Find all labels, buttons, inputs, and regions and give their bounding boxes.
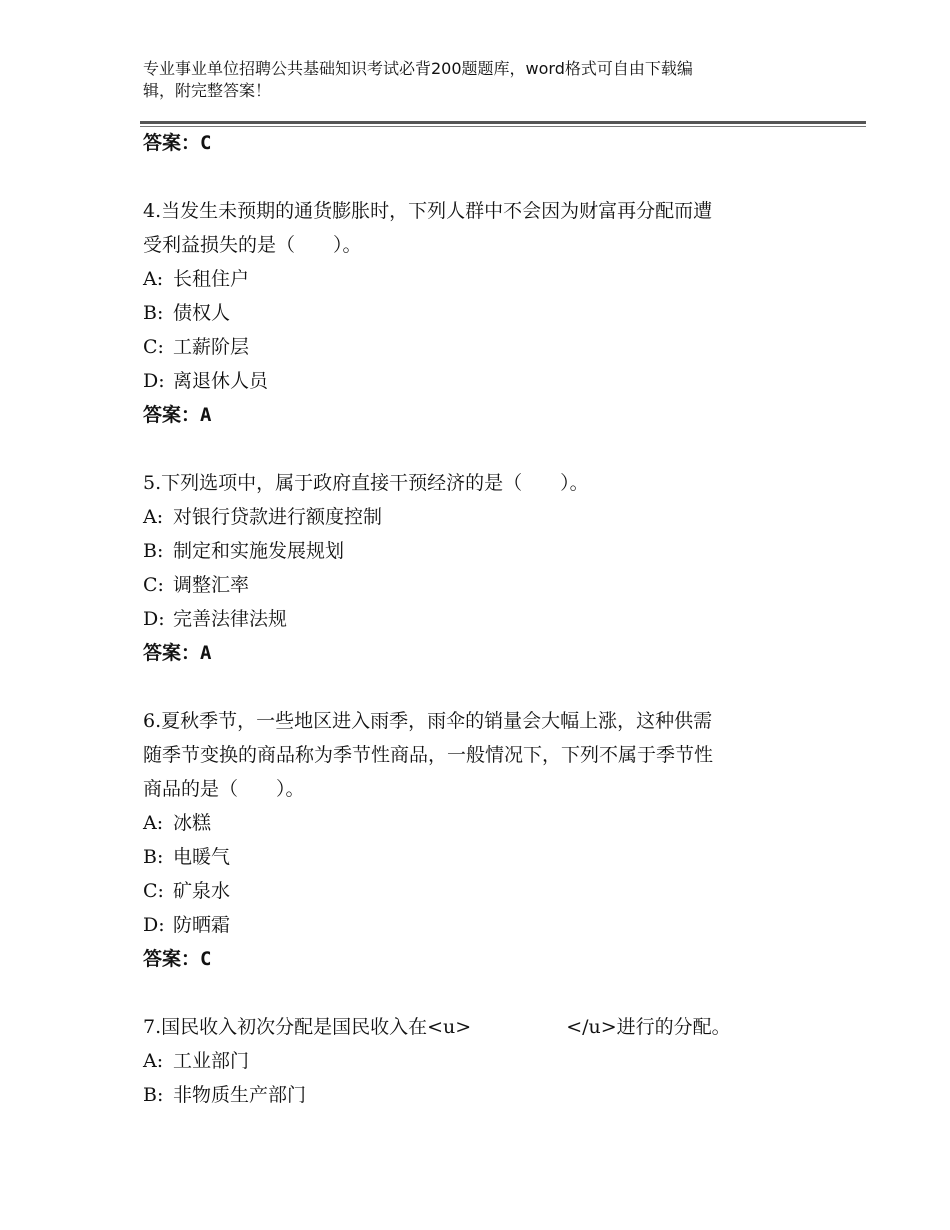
option-text: 工薪阶层 (173, 336, 250, 358)
answer-label: 答案： (143, 948, 201, 970)
page-header (143, 58, 793, 102)
option-a (143, 806, 803, 840)
option-b (143, 296, 803, 330)
option-letter: B: (143, 302, 164, 324)
answer-value: A (200, 404, 212, 426)
question-text (143, 704, 803, 806)
option-text: 制定和实施发展规划 (173, 540, 345, 562)
question-text-line: 商品的是（ ）。 (143, 778, 305, 800)
answer-line (143, 398, 803, 432)
question-text-line: 受利益损失的是（ ）。 (143, 234, 362, 256)
option-letter: C: (143, 574, 164, 596)
option-text: 工业部门 (173, 1050, 250, 1072)
answer-label: 答案： (143, 132, 201, 154)
previous-answer (143, 126, 803, 160)
question-text-line: 5.下列选项中，属于政府直接干预经济的是（ ）。 (143, 472, 589, 494)
answer-label: 答案： (143, 404, 201, 426)
option-b (143, 840, 803, 874)
option-text: 调整汇率 (173, 574, 250, 596)
option-letter: B: (143, 846, 164, 868)
option-d (143, 908, 803, 942)
question-block (143, 704, 803, 976)
option-a (143, 1044, 803, 1078)
question-text (143, 1010, 803, 1044)
option-letter: A: (143, 1050, 164, 1072)
header-line-2: 辑，附完整答案！ (143, 81, 272, 100)
option-text: 债权人 (173, 302, 231, 324)
option-letter: A: (143, 506, 164, 528)
option-letter: D: (143, 608, 165, 630)
option-c (143, 874, 803, 908)
answer-value: A (200, 642, 212, 664)
header-line-1: 专业事业单位招聘公共基础知识考试必背200题题库，word格式可自由下载编 (143, 59, 693, 78)
option-letter: A: (143, 268, 164, 290)
option-letter: C: (143, 880, 164, 902)
option-c (143, 330, 803, 364)
option-text: 长租住户 (173, 268, 250, 290)
option-text: 冰糕 (173, 812, 212, 834)
option-c (143, 568, 803, 602)
option-text: 完善法律法规 (173, 608, 288, 630)
option-text: 矿泉水 (173, 880, 231, 902)
question-block (143, 1010, 803, 1112)
answer-label: 答案： (143, 642, 201, 664)
answer-value: C (200, 948, 212, 970)
option-text: 离退休人员 (173, 370, 269, 392)
option-letter: D: (143, 370, 165, 392)
question-list (143, 194, 803, 1112)
option-letter: D: (143, 914, 165, 936)
option-b (143, 1078, 803, 1112)
option-d (143, 364, 803, 398)
option-a (143, 262, 803, 296)
option-text: 电暖气 (173, 846, 231, 868)
question-text-line: 4.当发生未预期的通货膨胀时，下列人群中不会因为财富再分配而遭 (143, 200, 713, 222)
question-content (143, 126, 803, 1112)
option-text: 对银行贷款进行额度控制 (173, 506, 383, 528)
answer-value: C (200, 132, 212, 154)
question-text-line: 随季节变换的商品称为季节性商品，一般情况下，下列不属于季节性 (143, 744, 714, 766)
option-text: 非物质生产部门 (173, 1084, 307, 1106)
answer-line (143, 636, 803, 670)
option-letter: B: (143, 540, 164, 562)
answer-line (143, 942, 803, 976)
option-d (143, 602, 803, 636)
question-text-line: 7.国民收入初次分配是国民收入在<u> </u>进行的分配。 (143, 1016, 731, 1038)
option-letter: B: (143, 1084, 164, 1106)
question-text (143, 194, 803, 262)
option-b (143, 534, 803, 568)
question-text-line: 6.夏秋季节，一些地区进入雨季，雨伞的销量会大幅上涨，这种供需 (143, 710, 713, 732)
option-letter: A: (143, 812, 164, 834)
question-text (143, 466, 803, 500)
question-block (143, 194, 803, 432)
option-a (143, 500, 803, 534)
header-divider (140, 121, 866, 124)
question-block (143, 466, 803, 670)
option-text: 防晒霜 (173, 914, 231, 936)
option-letter: C: (143, 336, 164, 358)
